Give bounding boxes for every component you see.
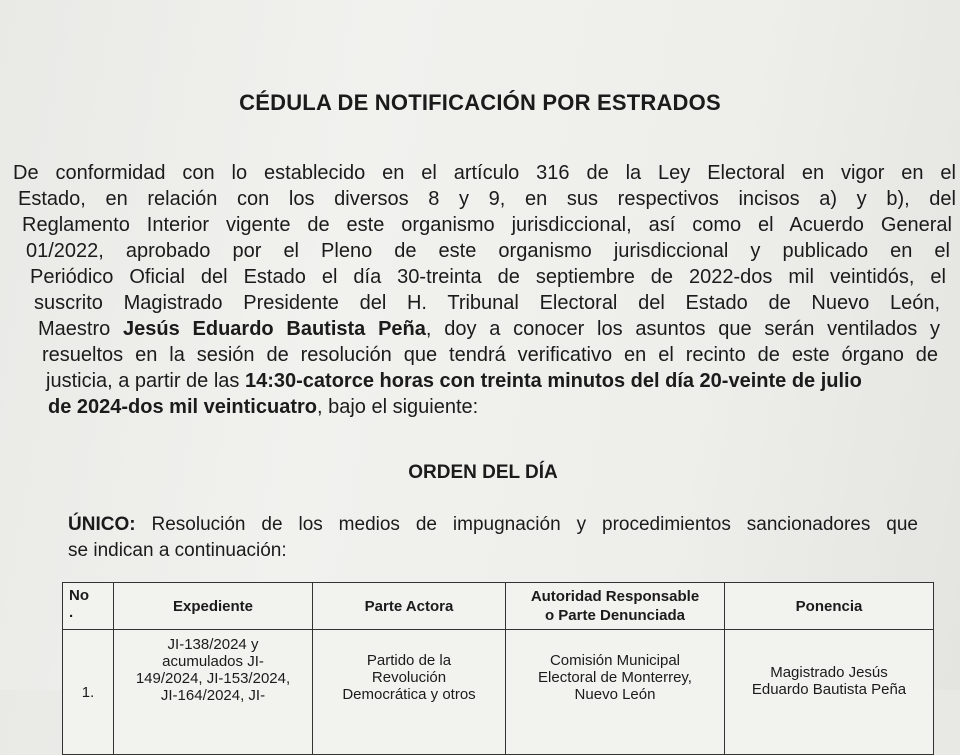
ponencia-line-1: Magistrado Jesús bbox=[770, 664, 888, 681]
paragraph-line-7 bbox=[38, 316, 940, 342]
cell-expediente bbox=[114, 630, 313, 755]
expediente-line-3: 149/2024, JI-153/2024, bbox=[135, 670, 291, 687]
session-year: de 2024-dos mil veinticuatro bbox=[48, 396, 317, 418]
paragraph-line-7-start: Maestro bbox=[38, 318, 124, 340]
paragraph-line-7-end: , doy a conocer los asuntos que serán ventilados y bbox=[425, 318, 940, 340]
cases-table bbox=[62, 582, 934, 755]
header-autoridad bbox=[506, 583, 725, 630]
autoridad-line-1: Comisión Municipal bbox=[549, 652, 681, 669]
actora-line-1: Partido de la bbox=[366, 652, 452, 669]
paragraph-line-3: Reglamento Interior vigente de este organismo jurisdiccional, así como el Acuerdo General bbox=[22, 214, 952, 236]
unico-line-1 bbox=[68, 512, 918, 538]
unico-label: ÚNICO: bbox=[68, 514, 136, 535]
cell-parte-actora bbox=[313, 630, 506, 755]
header-autoridad-line-2: o Parte Denunciada bbox=[544, 607, 686, 624]
paragraph-line-1: De conformidad con lo establecido en el artículo 316 de la Ley Electoral en vigor en el bbox=[13, 162, 956, 184]
expediente-line-2: acumulados JI- bbox=[162, 653, 264, 670]
autoridad-line-3: Nuevo León bbox=[574, 686, 656, 703]
agenda-title: ORDEN DEL DÍA bbox=[408, 462, 558, 483]
paragraph-line-4: 01/2022, aprobado por el Pleno de este organismo jurisdiccional y publicado en el bbox=[26, 240, 950, 262]
magistrate-name: Jesús Eduardo Bautista Peña bbox=[123, 318, 426, 340]
unico-text-1: Resolución de los medios de impugnación y procedimientos sancionadores que bbox=[135, 514, 918, 535]
header-no-dot: . bbox=[69, 604, 74, 621]
table-header-row bbox=[63, 583, 934, 630]
header-parte-actora: Parte Actora bbox=[313, 583, 506, 630]
actora-line-3: Democrática y otros bbox=[342, 686, 476, 703]
header-no bbox=[63, 583, 114, 630]
unico-line-2: se indican a continuación: bbox=[68, 540, 287, 561]
header-no-label: No bbox=[69, 587, 89, 604]
paragraph-line-10-end: , bajo el siguiente: bbox=[316, 396, 479, 418]
paragraph-line-9-start: justicia, a partir de las bbox=[46, 370, 245, 392]
expediente-line-1: JI-138/2024 y bbox=[167, 636, 259, 653]
table-row bbox=[63, 630, 934, 755]
expediente-line-4: JI-164/2024, JI- bbox=[160, 687, 266, 704]
cell-ponencia bbox=[725, 630, 934, 755]
cell-no: 1. bbox=[63, 630, 114, 755]
paragraph-line-5: Periódico Oficial del Estado el día 30-treinta de septiembre de 2022-dos mil veintidós, el bbox=[30, 266, 946, 288]
cell-autoridad bbox=[506, 630, 725, 755]
header-ponencia: Ponencia bbox=[725, 583, 934, 630]
header-autoridad-line-1: Autoridad Responsable bbox=[530, 588, 700, 605]
actora-line-2: Revolución bbox=[371, 669, 447, 686]
document-title: CÉDULA DE NOTIFICACIÓN POR ESTRADOS bbox=[239, 90, 721, 115]
paragraph-line-8: resueltos en la sesión de resolución que tendrá verificativo en el recinto de este órgano de bbox=[42, 344, 938, 366]
autoridad-line-2: Electoral de Monterrey, bbox=[538, 669, 692, 686]
paragraph-line-10 bbox=[48, 394, 478, 420]
header-expediente: Expediente bbox=[114, 583, 313, 630]
session-time: 14:30-catorce horas con treinta minutos del día 20-veinte de julio bbox=[244, 370, 862, 392]
ponencia-line-2: Eduardo Bautista Peña bbox=[751, 681, 907, 698]
paragraph-line-6: suscrito Magistrado Presidente del H. Tribunal Electoral del Estado de Nuevo León, bbox=[34, 292, 940, 314]
paragraph-line-2: Estado, en relación con los diversos 8 y 9, en sus respectivos incisos a) y b), del bbox=[18, 188, 956, 210]
paragraph-line-9 bbox=[46, 368, 938, 394]
